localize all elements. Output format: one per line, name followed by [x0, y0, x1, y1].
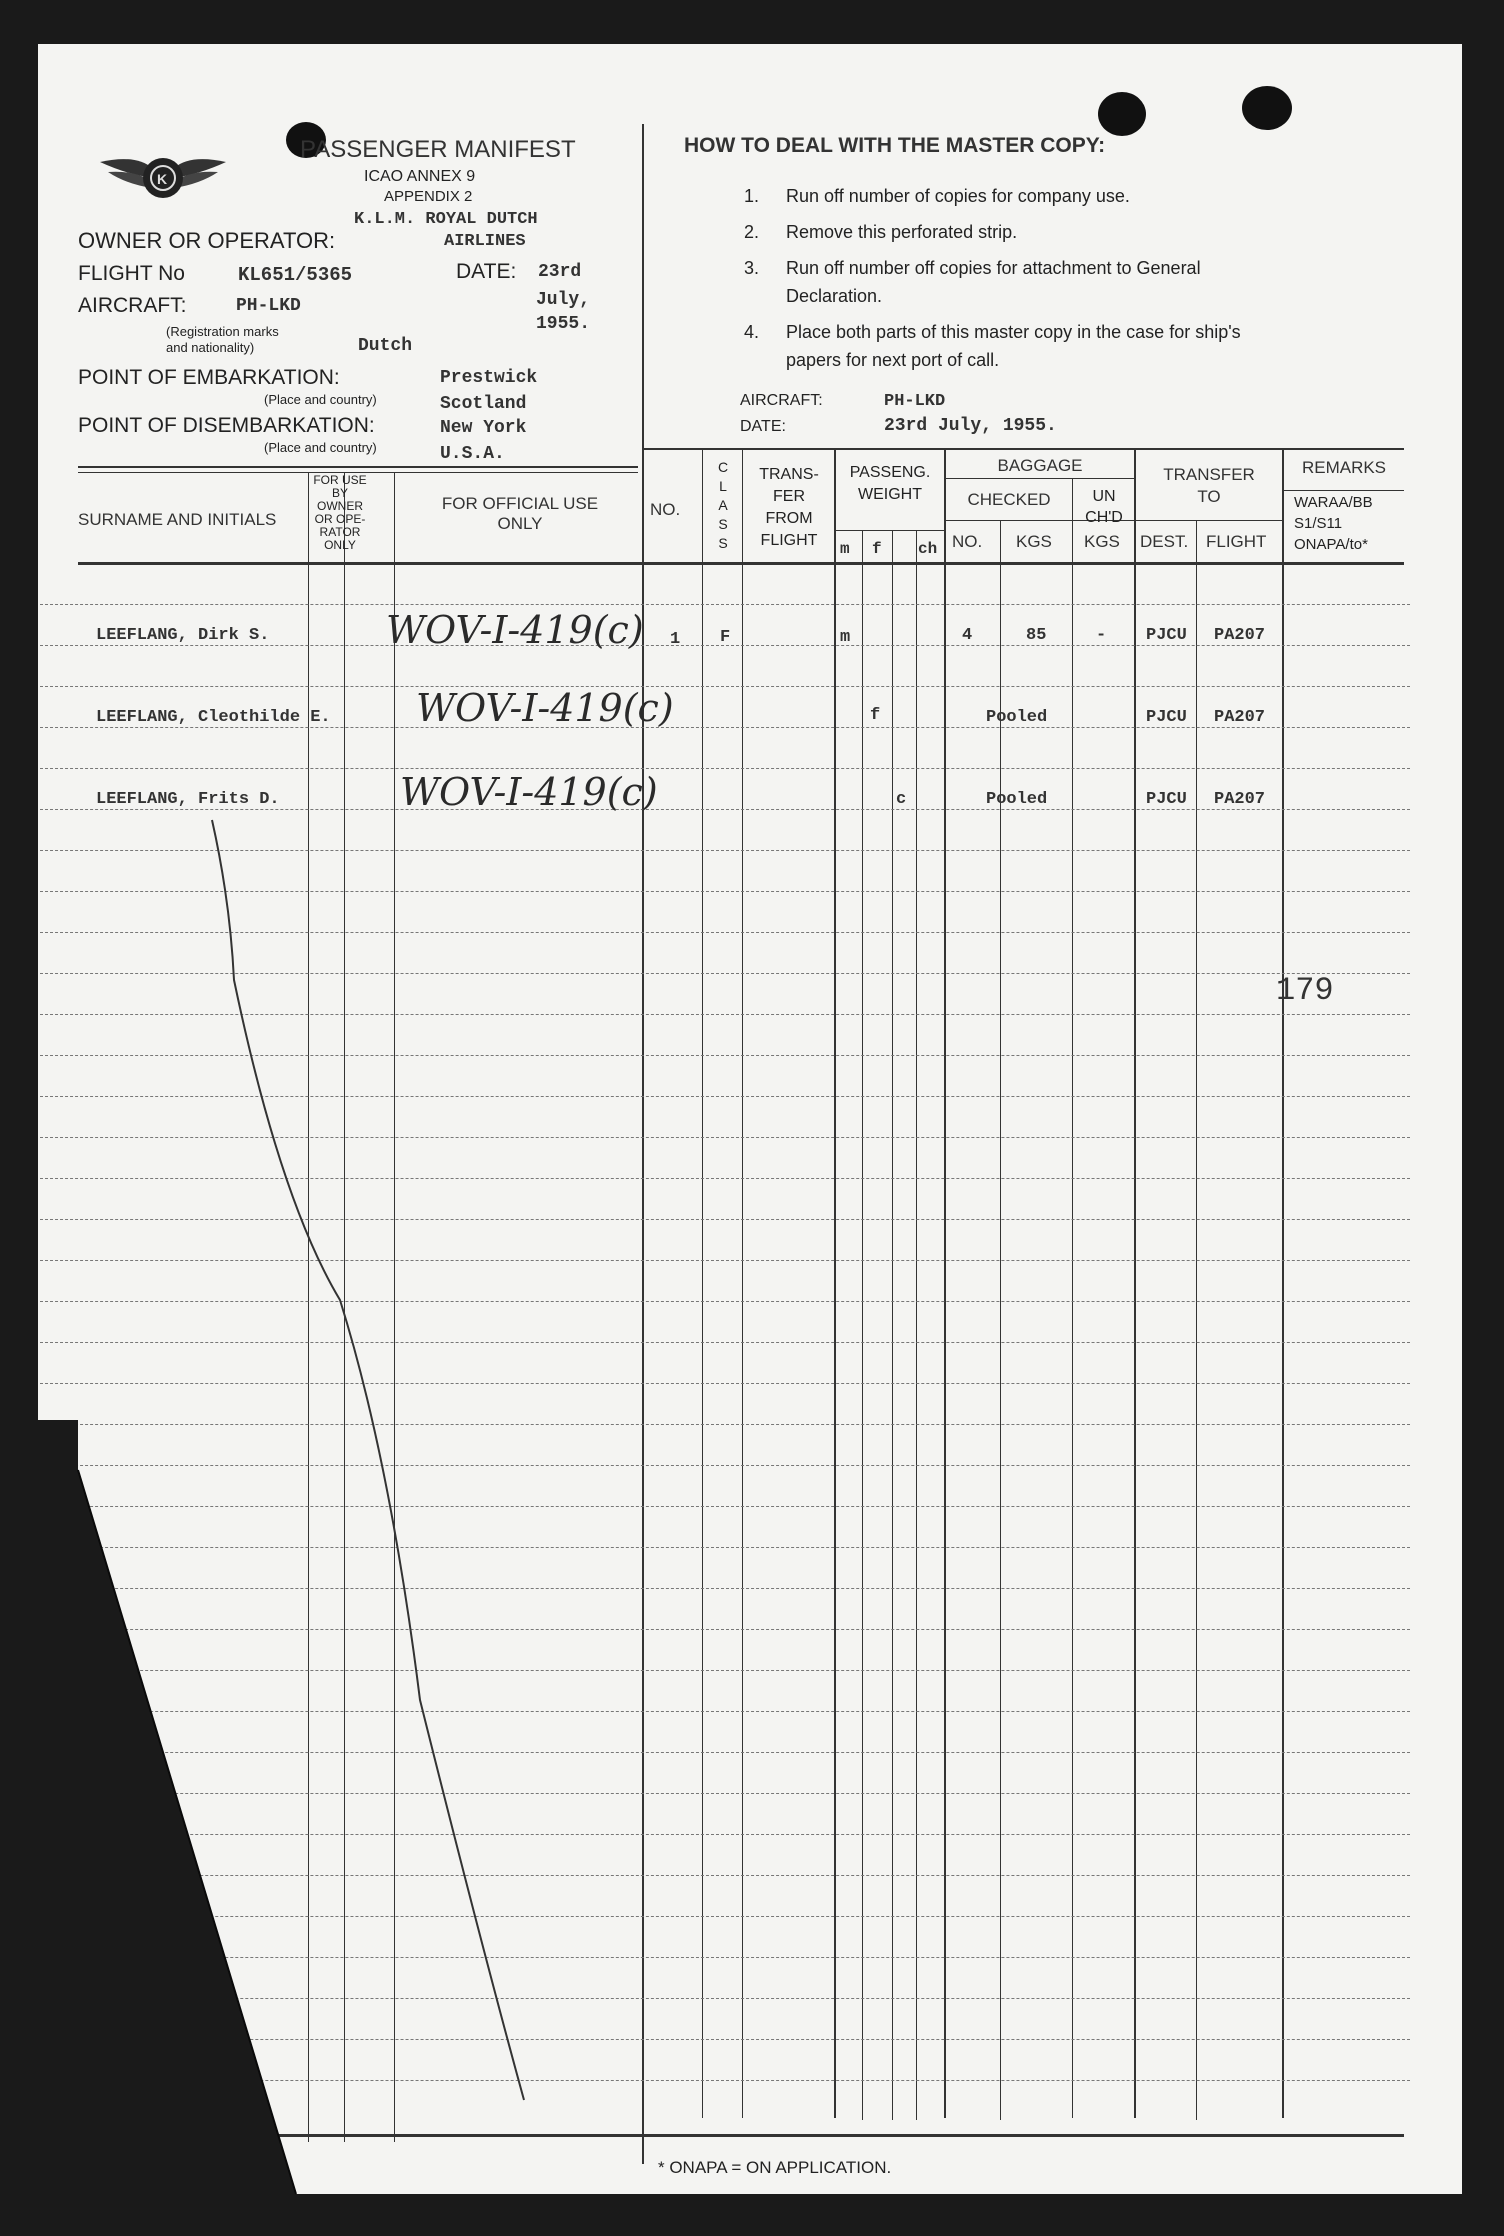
- official-stamp: WOV-I-419(c): [416, 686, 674, 730]
- col-transfer-to: TRANSFER TO: [1163, 465, 1255, 506]
- transfer-flight: PA207: [1214, 708, 1266, 727]
- passenger-class: F: [720, 628, 731, 647]
- date-value-3: 1955.: [536, 314, 591, 334]
- disembarkation-label: POINT OF DISEMBARKATION:: [78, 414, 375, 437]
- disembarkation-value: New York: [440, 418, 527, 438]
- official-stamp: WOV-I-419(c): [386, 608, 644, 652]
- instruction-num: 3.: [744, 258, 760, 278]
- official-stamp: WOV-I-419(c): [400, 770, 658, 814]
- col-no: NO.: [650, 500, 681, 519]
- instruction-text: Run off number off copies for attachment to General: [786, 258, 1201, 278]
- unchecked-kgs: -: [1096, 626, 1107, 645]
- transfer-dest: PJCU: [1146, 790, 1187, 809]
- instruction-num: 2.: [744, 222, 760, 242]
- passenger-no: 1: [670, 630, 681, 649]
- date-label: DATE:: [456, 260, 517, 283]
- transfer-flight: PA207: [1214, 790, 1266, 809]
- col-baggage: BAGGAGE: [997, 456, 1083, 475]
- passenger-weight: m: [840, 628, 851, 647]
- instruction-text: Remove this perforated strip.: [786, 222, 1018, 242]
- annex-label: ICAO ANNEX 9: [364, 168, 476, 185]
- col-bag-no: NO.: [952, 532, 983, 551]
- baggage-kgs: 85: [1026, 626, 1047, 645]
- embarkation-label: POINT OF EMBARKATION:: [78, 366, 340, 389]
- passenger-weight: c: [896, 790, 907, 809]
- date-value-2: July,: [536, 290, 591, 310]
- disembarkation-note: (Place and country): [264, 440, 377, 455]
- nationality-value: Dutch: [358, 336, 413, 356]
- copy-date-value: 23rd July, 1955.: [884, 416, 1057, 436]
- copy-aircraft-value: PH-LKD: [884, 392, 946, 411]
- instruction-num: 1.: [744, 186, 760, 206]
- col-unchecked: UN CH'D: [1085, 488, 1123, 526]
- col-passenger-weight: PASSENG. WEIGHT: [849, 464, 931, 503]
- embarkation-country: Scotland: [440, 394, 527, 414]
- copy-aircraft-label: AIRCRAFT:: [740, 392, 823, 409]
- col-dest: DEST.: [1140, 532, 1189, 551]
- col-checked: CHECKED: [967, 490, 1051, 509]
- instruction-num: 4.: [744, 322, 760, 342]
- form-title: PASSENGER MANIFEST: [300, 136, 576, 163]
- baggage-kgs: Pooled: [986, 708, 1048, 727]
- instructions-title: HOW TO DEAL WITH THE MASTER COPY:: [684, 134, 1106, 157]
- weight-male: m: [840, 540, 850, 558]
- owner-value: K.L.M. ROYAL DUTCH: [354, 210, 538, 229]
- owner-label: OWNER OR OPERATOR:: [78, 228, 336, 253]
- baggage-kgs: Pooled: [986, 790, 1048, 809]
- owner-value-2: AIRLINES: [444, 232, 526, 251]
- passenger-name: LEEFLANG, Dirk S.: [96, 626, 270, 645]
- col-transfer-from: TRANS- FER FROM FLIGHT: [759, 466, 819, 549]
- embarkation-value: Prestwick: [440, 368, 538, 388]
- col-remarks: REMARKS: [1301, 458, 1387, 477]
- page-number: 179: [1276, 972, 1334, 1009]
- instruction-text: Run off number of copies for company use.: [786, 186, 1130, 206]
- weight-child: ch: [918, 540, 938, 558]
- aircraft-label: AIRCRAFT:: [78, 294, 187, 317]
- passenger-name: LEEFLANG, Frits D.: [96, 790, 280, 809]
- aircraft-value: PH-LKD: [236, 296, 301, 316]
- col-remarks-codes: WARAA/BB S1/S11 ONAPA/to*: [1294, 494, 1373, 553]
- svg-text:K: K: [157, 171, 168, 187]
- col-official: FOR OFFICIAL USE ONLY: [441, 494, 599, 533]
- passenger-weight: f: [870, 706, 881, 725]
- weight-female: f: [872, 540, 882, 558]
- appendix-label: APPENDIX 2: [384, 188, 473, 205]
- instruction-text: Place both parts of this master copy in the case for ship's: [786, 322, 1241, 342]
- flight-label: FLIGHT No: [78, 262, 185, 285]
- instruction-text: Declaration.: [786, 286, 883, 306]
- footer-rule: [270, 2134, 1404, 2137]
- col-surname: SURNAME AND INITIALS: [78, 510, 277, 529]
- footnote: * ONAPA = ON APPLICATION.: [658, 2158, 892, 2177]
- col-flight: FLIGHT: [1206, 532, 1267, 551]
- col-bag-kgs: KGS: [1016, 532, 1052, 551]
- nationality-note: and nationality): [166, 340, 255, 355]
- transfer-flight: PA207: [1214, 626, 1266, 645]
- transfer-dest: PJCU: [1146, 708, 1187, 727]
- registration-note: (Registration marks: [166, 324, 279, 339]
- instruction-text: papers for next port of call.: [786, 350, 1000, 370]
- col-class: C L A S S: [717, 459, 729, 551]
- embarkation-note: (Place and country): [264, 392, 377, 407]
- date-value: 23rd: [538, 262, 582, 282]
- passenger-name: LEEFLANG, Cleothilde E.: [96, 708, 331, 727]
- col-unchd-kgs: KGS: [1084, 532, 1120, 551]
- baggage-no: 4: [962, 626, 973, 645]
- disembarkation-country: U.S.A.: [440, 444, 505, 464]
- copy-date-label: DATE:: [740, 418, 786, 435]
- col-for-use: FOR USE BY OWNER OR OPE- RATOR ONLY: [313, 473, 367, 552]
- transfer-dest: PJCU: [1146, 626, 1187, 645]
- flight-value: KL651/5365: [238, 264, 353, 286]
